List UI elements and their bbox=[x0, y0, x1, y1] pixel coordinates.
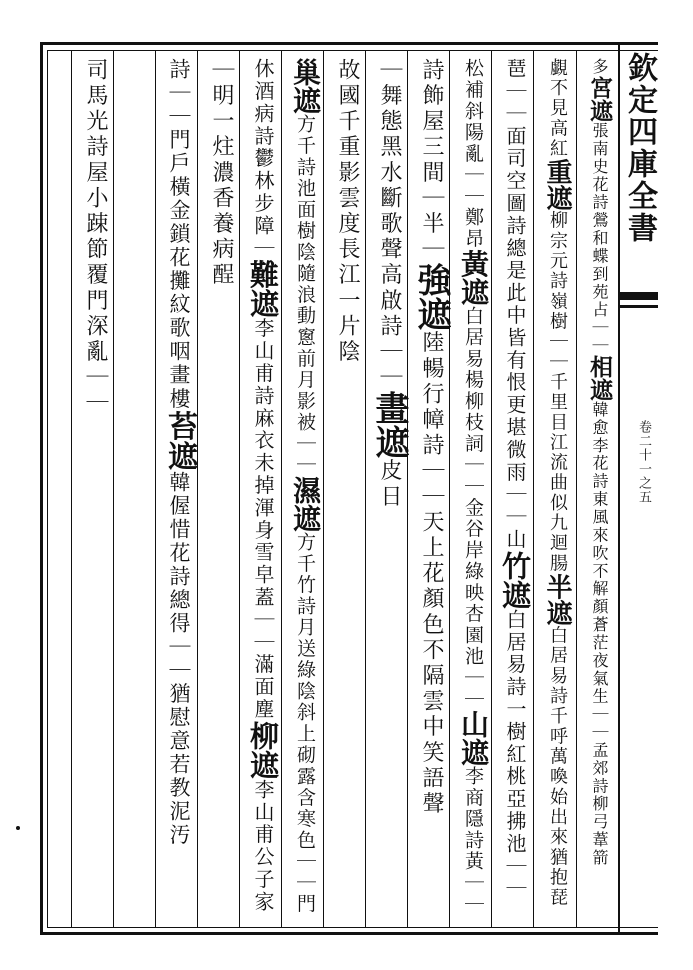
headword: 苔遮 bbox=[162, 410, 197, 471]
text-run: 皮日 bbox=[377, 458, 402, 511]
headword: 山遮 bbox=[457, 709, 490, 766]
text-run: 琶｜｜面司空圖詩總是此中皆有恨更堪微雨 bbox=[503, 58, 527, 484]
text-run: 李山甫詩麻衣未掉渾身雪皁蓋｜｜滿面塵 bbox=[251, 317, 275, 721]
text-run: 陸暢行幛詩｜｜天上花顏色不隔雲中笑語聲 bbox=[419, 330, 444, 818]
text-column bbox=[455, 58, 491, 915]
text-run: 松補斜陽亂 bbox=[462, 58, 484, 165]
column-rule bbox=[449, 50, 450, 928]
text-column bbox=[413, 58, 449, 817]
text-column bbox=[287, 58, 323, 915]
text-run: 多 bbox=[590, 58, 609, 76]
text-column bbox=[581, 58, 617, 867]
fishtail-mark bbox=[618, 292, 658, 300]
text-run: 鄭昂 bbox=[462, 206, 484, 250]
column-rule bbox=[239, 50, 240, 928]
headword: 半遮 bbox=[542, 573, 572, 626]
text-column bbox=[371, 58, 407, 510]
text-column bbox=[329, 58, 365, 365]
column-rule bbox=[155, 50, 156, 928]
text-run: 李商隱詩黃｜｜ bbox=[462, 765, 484, 915]
column-rule bbox=[407, 50, 408, 928]
text-run: 方千詩池面樹陰隨浪動窻前月影被｜｜ bbox=[294, 114, 316, 476]
text-run: 白居易楊柳枝詞｜｜金谷岸綠映杏園池 bbox=[462, 305, 484, 668]
headword: 宮遮 bbox=[586, 75, 613, 122]
text-run: ｜｜ bbox=[462, 164, 484, 207]
text-run: ｜｜ bbox=[462, 667, 484, 710]
text-column bbox=[203, 58, 239, 288]
column-rule bbox=[491, 50, 492, 928]
column-rule bbox=[533, 50, 534, 928]
fishtail-rule bbox=[618, 305, 658, 308]
column-rule bbox=[323, 50, 324, 928]
text-run: ｜｜ bbox=[590, 705, 609, 742]
text-run: ｜舞態黑水斷歌聲高啟詩｜｜ bbox=[377, 58, 402, 391]
text-run: 孟郊詩柳弓葦箭 bbox=[590, 741, 609, 867]
text-run: 詩飾屋三間｜半｜ bbox=[419, 58, 444, 263]
text-run: 李山甫公子家 bbox=[251, 778, 275, 914]
ink-dot bbox=[16, 826, 20, 830]
text-column bbox=[539, 58, 575, 908]
text-run: ｜明一炷濃香養病酲 bbox=[209, 58, 234, 289]
volume-label: 卷二十一之五 bbox=[636, 420, 651, 504]
headword: 濕遮 bbox=[289, 475, 322, 532]
text-run: 故國千重影雲度長江一片陰 bbox=[335, 58, 360, 366]
column-rule bbox=[71, 50, 72, 928]
column-rule bbox=[576, 50, 577, 928]
text-column bbox=[161, 58, 197, 847]
text-run: 韓偓惜花詩總得｜｜猶慰意若教泥汚 bbox=[167, 470, 191, 848]
headword: 黃遮 bbox=[457, 249, 490, 306]
text-run: 方千竹詩月送綠陰斜上砌露含寒色｜｜門 bbox=[294, 531, 316, 915]
text-run: 韓愈李花詩東風來吹不解顏蒼茫夜氣生 bbox=[590, 400, 609, 706]
column-rule bbox=[197, 50, 198, 928]
headword: 重遮 bbox=[542, 158, 572, 211]
text-run: 山 bbox=[503, 528, 527, 551]
text-run: 詩｜｜門戶橫金鎖花攤紋歌咽畫樓 bbox=[167, 58, 191, 411]
text-column bbox=[497, 58, 533, 900]
headword: 柳遮 bbox=[246, 720, 280, 779]
headword: 強遮 bbox=[411, 262, 451, 331]
text-run: 張南史花詩鶯和蝶到苑占 bbox=[590, 121, 609, 320]
headword: 難遮 bbox=[246, 259, 280, 318]
headword: 相遮 bbox=[586, 354, 613, 401]
column-rule bbox=[365, 50, 366, 928]
headword: 畫遮 bbox=[369, 390, 409, 459]
headword: 巢遮 bbox=[289, 58, 322, 114]
text-run: 柳宗元詩嶺樹｜｜千里目江流曲似九迴腸 bbox=[547, 210, 568, 574]
column-rule bbox=[281, 50, 282, 928]
text-run: 白居易詩一樹紅桃亞拂池｜｜ bbox=[503, 608, 527, 901]
text-column bbox=[77, 58, 113, 416]
text-run: 白居易詩千呼萬喚始出來猶抱琵 bbox=[547, 625, 568, 908]
text-column bbox=[245, 58, 281, 913]
text-run: 休酒病詩鬱林步障｜ bbox=[251, 58, 275, 260]
text-run: 司馬光詩屋小踈節覆門深亂｜｜ bbox=[83, 58, 108, 417]
book-title: 欽定四庫全書 bbox=[622, 52, 657, 244]
text-run: ｜｜ bbox=[590, 319, 609, 355]
text-run: 覷不見高紅 bbox=[547, 58, 568, 159]
text-run: ｜｜ bbox=[503, 483, 527, 529]
column-rule bbox=[113, 50, 114, 928]
headword: 竹遮 bbox=[498, 550, 532, 609]
